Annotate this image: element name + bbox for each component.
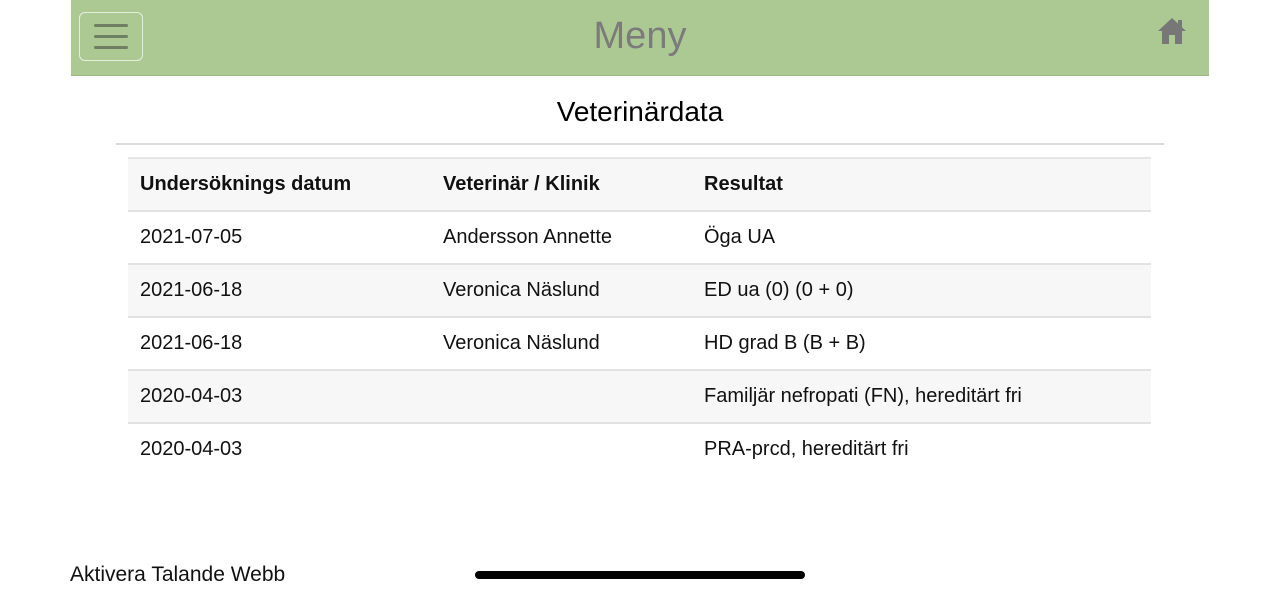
top-header [71,0,1209,76]
cell-veterinarian: Andersson Annette [431,211,692,264]
cell-date: 2021-06-18 [128,264,431,317]
cell-date: 2020-04-03 [128,370,431,423]
cell-result: ED ua (0) (0 + 0) [692,264,1151,317]
header-title: Meny [593,15,687,57]
cell-result: HD grad B (B + B) [692,317,1151,370]
cell-veterinarian [431,423,692,475]
home-indicator-bar[interactable] [475,571,805,579]
column-header-date: Undersöknings datum [128,158,431,211]
cell-veterinarian: Veronica Näslund [431,317,692,370]
cell-veterinarian [431,370,692,423]
cell-result: PRA-prcd, hereditärt fri [692,423,1151,475]
table-header-row [128,158,1151,211]
home-icon[interactable] [1157,16,1187,46]
table-row [128,423,1151,475]
cell-date: 2020-04-03 [128,423,431,475]
veterinary-data-table [128,157,1151,475]
table-row [128,264,1151,317]
cell-result: Öga UA [692,211,1151,264]
table-row [128,370,1151,423]
title-divider [116,143,1164,145]
cell-date: 2021-06-18 [128,317,431,370]
table-row [128,211,1151,264]
cell-veterinarian: Veronica Näslund [431,264,692,317]
page-title: Veterinärdata [556,96,724,127]
column-header-result: Resultat [692,158,1151,211]
table-row [128,317,1151,370]
activate-speech-link[interactable]: Aktivera Talande Webb [70,563,286,586]
column-header-veterinarian: Veterinär / Klinik [431,158,692,211]
cell-result: Familjär nefropati (FN), hereditärt fri [692,370,1151,423]
cell-date: 2021-07-05 [128,211,431,264]
